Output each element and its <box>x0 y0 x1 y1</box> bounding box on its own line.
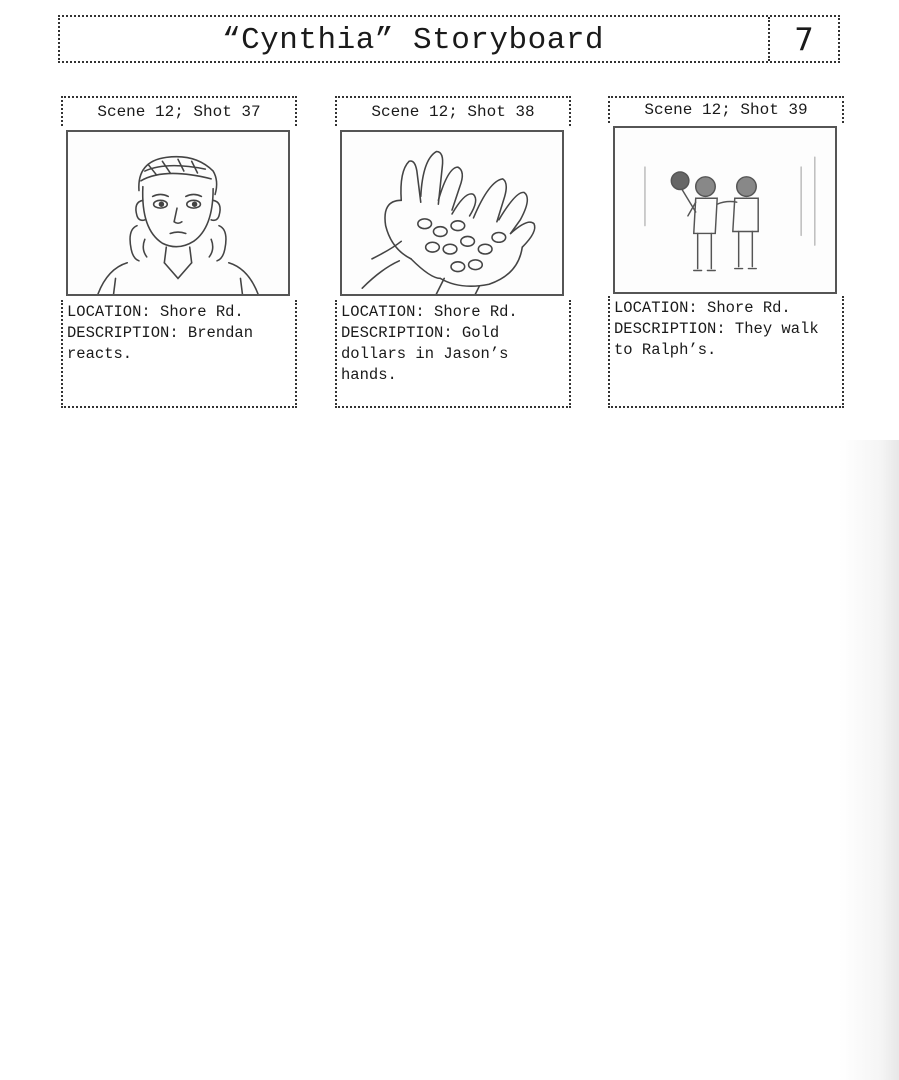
sketch-frame <box>340 130 564 296</box>
storyboard-header <box>58 15 840 63</box>
panel-location: LOCATION: Shore Rd. <box>67 303 244 321</box>
sketch-frame <box>613 126 837 294</box>
panel-label: Scene 12; Shot 37 <box>61 96 297 126</box>
sketch-frame <box>66 130 290 296</box>
panel-location: LOCATION: Shore Rd. <box>341 303 518 321</box>
panel-caption <box>61 300 297 408</box>
page-edge-shadow <box>839 440 899 1080</box>
panel-location: LOCATION: Shore Rd. <box>614 299 791 317</box>
panel-caption <box>335 300 571 408</box>
page-title: “Cynthia” Storyboard <box>221 23 605 58</box>
page-number: 7 <box>794 22 814 58</box>
two-boys-walking-sketch <box>615 128 835 292</box>
panel-caption <box>608 296 844 408</box>
boy-reacting-sketch <box>68 132 288 294</box>
panel-description: DESCRIPTION: They walk to Ralph’s. <box>614 320 828 359</box>
hands-with-coins-sketch <box>342 132 562 294</box>
panel-description: DESCRIPTION: Brendan reacts. <box>67 324 263 363</box>
panel-label: Scene 12; Shot 39 <box>608 96 844 123</box>
panel-description: DESCRIPTION: Gold dollars in Jason’s hands. <box>341 324 518 384</box>
panel-label: Scene 12; Shot 38 <box>335 96 571 126</box>
